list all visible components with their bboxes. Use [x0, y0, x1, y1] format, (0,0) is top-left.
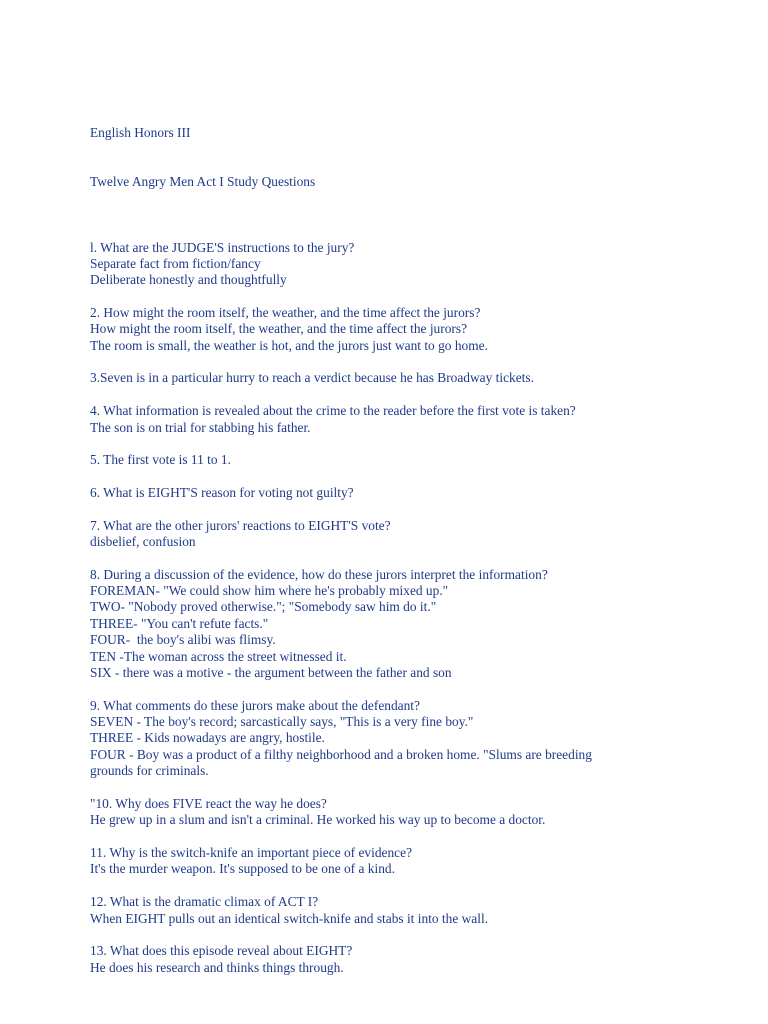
answer-line: He does his research and thinks things through.	[90, 959, 344, 975]
question-block	[90, 943, 740, 976]
document-title: Twelve Angry Men Act I Study Questions	[90, 174, 316, 190]
question-line: l. What are the JUDGE'S instructions to the jury?	[90, 239, 355, 255]
question-line: 11. Why is the switch-knife an important piece of evidence?	[90, 845, 413, 861]
answer-line: He grew up in a slum and isn't a criminal. He worked his way up to become a doctor.	[90, 812, 546, 828]
answer-line: THREE - Kids nowadays are angry, hostile.	[90, 730, 325, 746]
answer-line: THREE- "You can't refute facts."	[90, 615, 269, 631]
question-block	[90, 894, 740, 927]
question-line: 8. During a discussion of the evidence, how do these jurors interpret the information?	[90, 566, 548, 582]
answer-line: FOUR - Boy was a product of a filthy neighborhood and a broken home. "Slums are breeding	[90, 746, 592, 762]
answer-line: FOREMAN- "We could show him where he's probably mixed up."	[90, 583, 449, 599]
question-line: 4. What information is revealed about the crime to the reader before the first vote is taken?	[90, 403, 576, 419]
question-list	[90, 240, 740, 976]
question-line: 6. What is EIGHT'S reason for voting not guilty?	[90, 484, 354, 500]
question-line: 7. What are the other jurors' reactions to EIGHT'S vote?	[90, 517, 391, 533]
answer-line: It's the murder weapon. It's supposed to be one of a kind.	[90, 861, 395, 877]
question-block	[90, 845, 740, 878]
course-title: English Honors III	[90, 124, 191, 140]
question-block	[90, 567, 740, 682]
question-block	[90, 403, 740, 436]
document-page	[90, 92, 740, 992]
answer-line: The son is on trial for stabbing his father.	[90, 419, 311, 435]
question-line: 5. The first vote is 11 to 1.	[90, 452, 231, 468]
question-block	[90, 485, 740, 501]
question-line: "10. Why does FIVE react the way he does?	[90, 795, 327, 811]
answer-line: Deliberate honestly and thoughtfully	[90, 272, 287, 288]
question-block	[90, 370, 740, 386]
question-line: 3.Seven is in a particular hurry to reach a verdict because he has Broadway tickets.	[90, 370, 534, 386]
question-line: 13. What does this episode reveal about EIGHT?	[90, 943, 353, 959]
question-block	[90, 518, 740, 551]
question-line: 2. How might the room itself, the weather, and the time affect the jurors?	[90, 304, 481, 320]
answer-line: SEVEN - The boy's record; sarcastically says, "This is a very fine boy."	[90, 714, 474, 730]
question-block	[90, 698, 740, 780]
question-block	[90, 305, 740, 354]
answer-line: disbelief, confusion	[90, 533, 196, 549]
answer-line: TEN -The woman across the street witnessed it.	[90, 648, 347, 664]
answer-line: FOUR- the boy's alibi was flimsy.	[90, 632, 276, 648]
answer-line: Separate fact from fiction/fancy	[90, 255, 261, 271]
question-line: 12. What is the dramatic climax of ACT I?	[90, 894, 319, 910]
question-line: 9. What comments do these jurors make about the defendant?	[90, 697, 420, 713]
answer-line: When EIGHT pulls out an identical switch-knife and stabs it into the wall.	[90, 910, 489, 926]
answer-line: SIX - there was a motive - the argument between the father and son	[90, 665, 452, 681]
answer-line: grounds for criminals.	[90, 763, 209, 779]
question-block	[90, 452, 740, 468]
answer-line: The room is small, the weather is hot, and the jurors just want to go home.	[90, 337, 488, 353]
answer-line: TWO- "Nobody proved otherwise."; "Somebody saw him do it."	[90, 599, 437, 615]
answer-line: How might the room itself, the weather, and the time affect the jurors?	[90, 321, 468, 337]
question-block	[90, 796, 740, 829]
question-block	[90, 240, 740, 289]
